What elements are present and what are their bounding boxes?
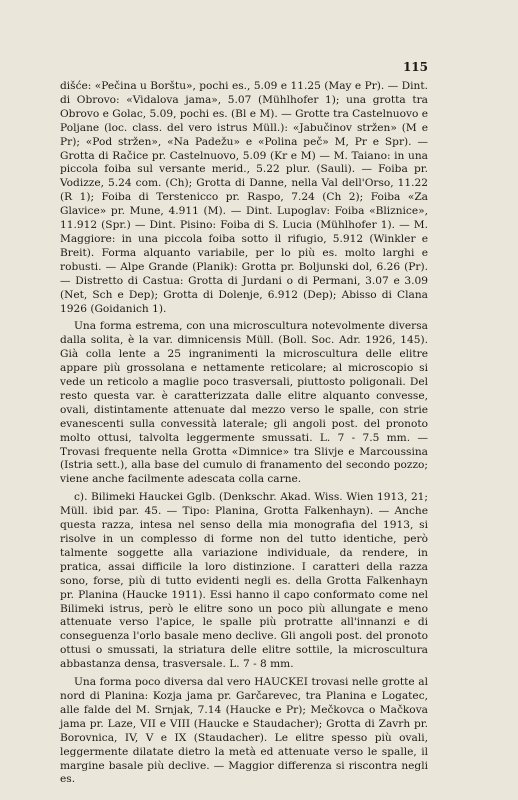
paragraph-4: Una forma poco diversa dal vero HAUCKEI trovasi nelle grotte al nord di Planina: Kozja jama pr. Garčarevec, tra Planina e Logatec, alle falde del M. Srnjak, 7.14 (Haucke e Pr); Mečkovca o Mačkova jama pr. Laze, VII e VIII (Haucke e Staudacher); Grotta di Zavrh pr. Borovnica, IV, V e IX (Staudacher). Le elitre spesso più ovali, leggermente dilatate dietro la metà ed attenuate verso le spalle, il margine basale più declive. — Maggior differenza si riscontra negli es. <box>60 676 428 786</box>
paragraph-3: c). Bilimeki Hauckei Gglb. (Denkschr. Akad. Wiss. Wien 1913, 21; Müll. ibid par. 45. — Tipo: Planina, Grotta Falkenhayn). — Anche questa razza, intesa nel senso della mia monografia del 1913, si risolve in un complesso di forme non del tutto identiche, però talmente soggette alla variazione individuale, da rendere, in pratica, assai difficile la loro distinzione. I caratteri della razza sono, forse, più di tutto evidenti negli es. della Grotta Falkenhayn pr. Planina (Haucke 1911). Essi hanno il capo conformato come nel Bilimeki istrus, però le elitre sono un poco più allungate e meno attenuate verso l'apice, le spalle più protratte all'innanzi e di conseguenza l'orlo basale meno declive. Gli angoli post. del pronoto ottusi o smussati, la striatura delle elitre sottile, la microscultura abbastanza densa, trasversale. L. 7 - 8 mm. <box>60 491 428 671</box>
paragraph-2: Una forma estrema, con una microscultura notevolmente diversa dalla solita, è la var. dimnicensis Müll. (Boll. Soc. Adr. 1926, 145). Già colla lente a 25 ingranimenti la microscultura delle elitre appare più grossolana e nettamente reticolare; al microscopio si vede un reticolo a maglie poco trasversali, piuttosto poligonali. Del resto questa var. è caratterizzata dalle elitre alquanto convesse, ovali, distintamente attenuate dal mezzo verso le spalle, con strie evanescenti sulla convessità laterale; gli angoli post. del pronoto molto ottusi, talvolta leggermente smussati. L. 7 - 7.5 mm. — Trovasi frequente nella Grotta «Dimnice» tra Slivje e Marcoussina (Istria sett.), alla base del cumulo di franamento del secondo pozzo; viene anche facilmente adescata colla carne. <box>60 320 428 486</box>
page-number: 115 <box>402 60 428 74</box>
body-text <box>60 80 428 787</box>
paragraph-1: dišće: «Pečina u Borštu», pochi es., 5.09 e 11.25 (May e Pr). — Dint. di Obrovo: «Vidalova jama», 5.07 (Mühlhofer 1); una grotta tra Obrovo e Golac, 5.09, pochi es. (Bl e M). — Grotte tra Castelnuovo e Poljane (loc. class. del vero istrus Müll.): «Jabučinov stržen» (M e Pr); «Pod stržen», «Na Padežu» e «Polina peč» M, Pr e Spr). — Grotta di Račice pr. Castelnuovo, 5.09 (Kr e M) — M. Taiano: in una piccola foiba sul versante merid., 5.22 plur. (Sauli). — Foiba pr. Vodizze, 5.24 com. (Ch); Grotta di Danne, nella Val dell'Orso, 11.22 (R 1); Foiba di Terstenicco pr. Raspo, 7.24 (Ch 2); Foiba «Za Glavice» pr. Mune, 4.911 (M). — Dint. Lupoglav: Foiba «Bliznice», 11.912 (Spr.) — Dint. Pisino: Foiba di S. Lucia (Mühlhofer 1). — M. Maggiore: in una piccola foiba sotto il rifugio, 5.912 (Winkler e Breit). Forma alquanto variabile, per lo più es. molto larghi e robusti. — Alpe Grande (Planik): Grotta pr. Boljunski dol, 6.26 (Pr). — Distretto di Castua: Grotta di Jurdani o di Permani, 3.07 e 3.09 (Net, Sch e Dep); Grotta di Dolenje, 6.912 (Dep); Abisso di Clana 1926 (Goidanich 1). <box>60 80 428 315</box>
